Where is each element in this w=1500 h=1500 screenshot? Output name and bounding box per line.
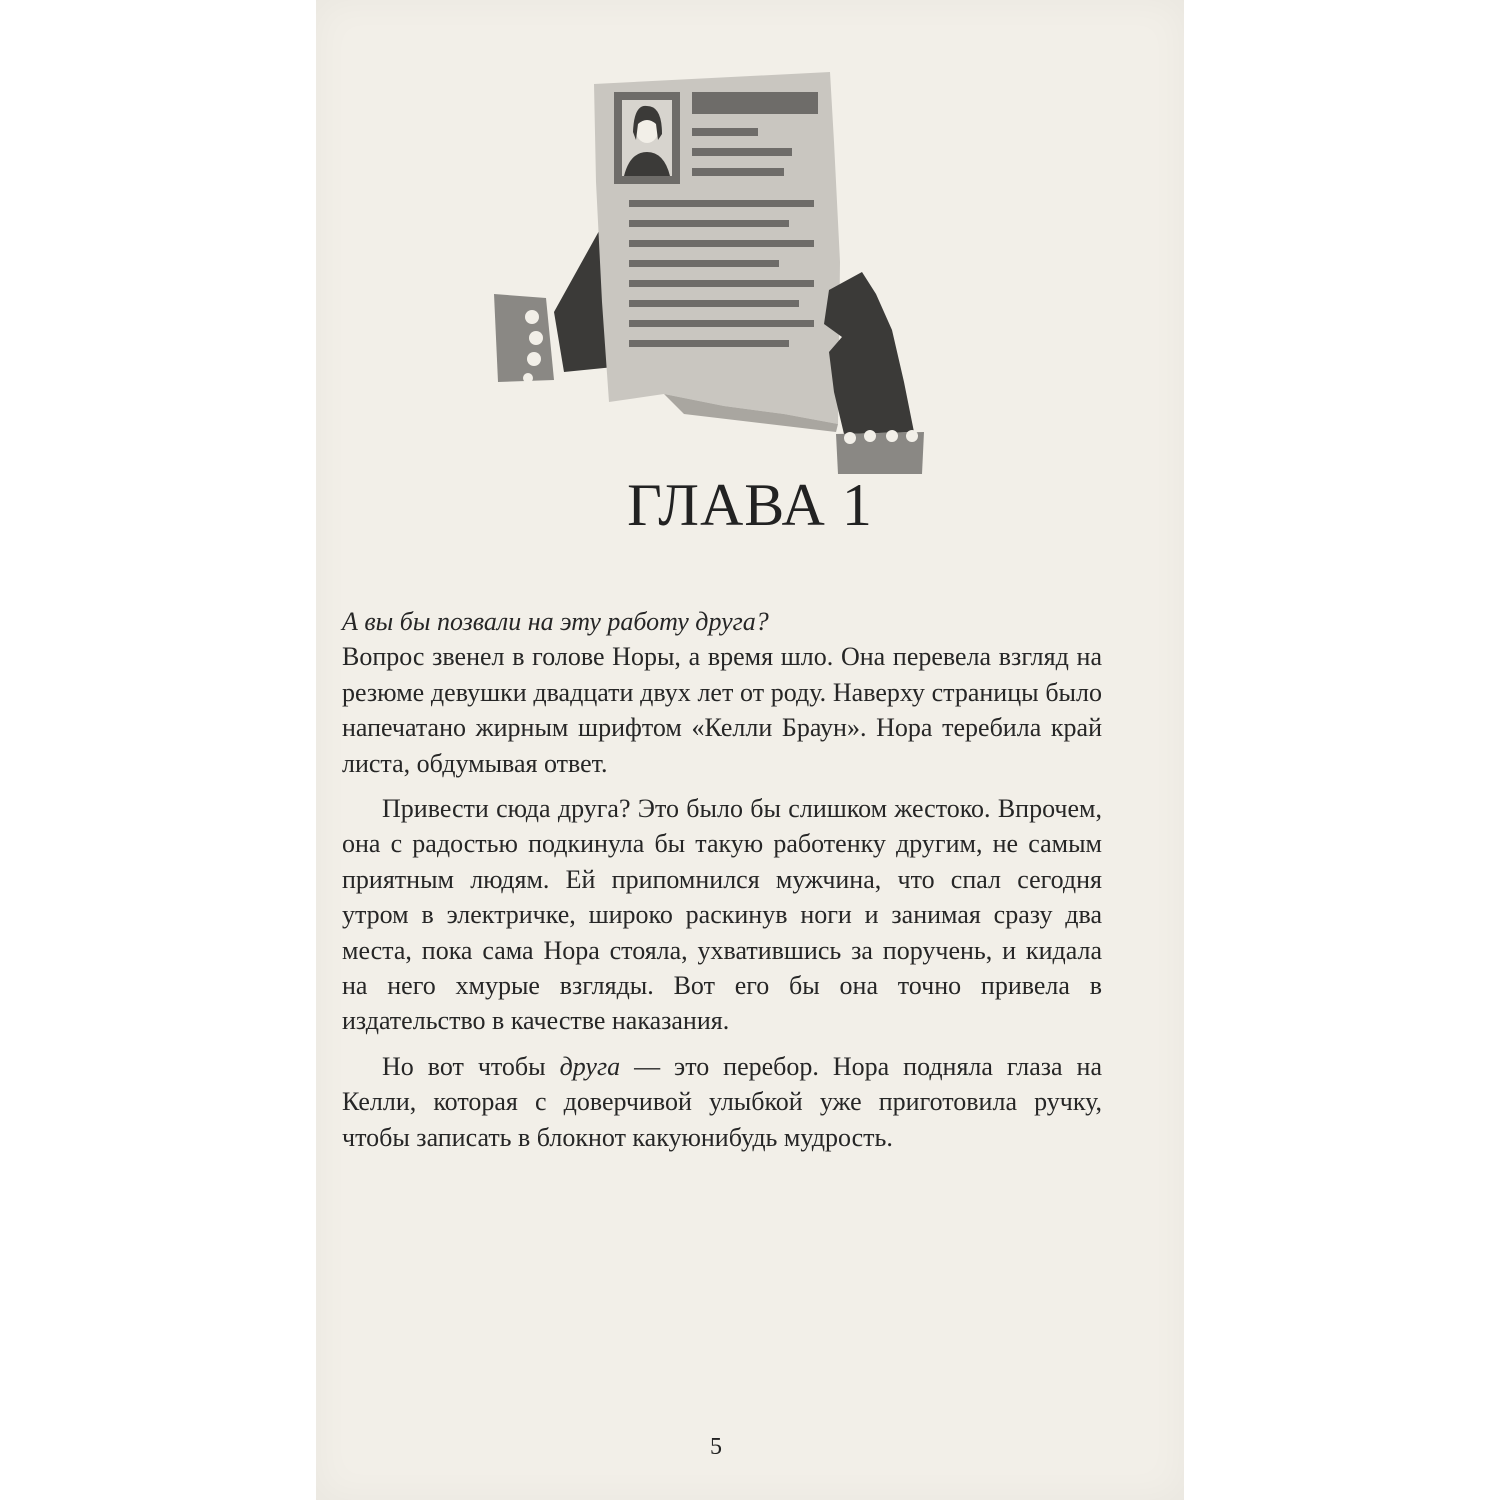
resume-line — [692, 168, 784, 176]
resume-line — [629, 280, 814, 287]
resume-line — [629, 340, 789, 347]
resume-line — [629, 220, 789, 227]
epigraph: А вы бы позвали на эту работу друга? — [342, 607, 769, 636]
page-number: 5 — [710, 1434, 722, 1460]
resume-line — [692, 92, 818, 114]
resume-line — [629, 200, 814, 207]
resume-in-hands-illustration — [484, 62, 964, 482]
resume-line — [629, 300, 799, 307]
chapter-body — [342, 604, 1102, 1155]
resume-line — [692, 128, 758, 136]
resume-line — [629, 240, 814, 247]
resume-illustration-svg — [484, 62, 964, 482]
resume-line — [692, 148, 792, 156]
paragraph — [342, 1049, 1102, 1155]
paragraph: Привести сюда друга? Это было бы слишком жестоко. Впрочем, она с радостью подкинула бы такую работенку другим, не самым приятным людям. Ей припомнился мужчина, что спал сегодня утром в электричке, широко раскинув ноги и занимая сразу два места, пока сама Нора стояла, ухватившись за поручень, и кидала на него хмурые взгляды. Вот его бы она точно привела в издательство в качестве наказания. — [342, 794, 1102, 1036]
italic-emphasis: друга — [559, 1051, 621, 1081]
resume-line — [629, 260, 779, 267]
paragraph: Вопрос звенел в голове Норы, а время шло. Она перевела взгляд на резюме девушки двадцати двух лет от роду. Наверху страницы было напечатано жирным шрифтом «Келли Браун». Нора теребила край листа, обдумывая ответ. — [342, 642, 1102, 778]
chapter-title: ГЛАВА 1 — [627, 472, 873, 538]
book-page — [316, 0, 1184, 1500]
paragraph-text: — это перебор. Нора подняла глаза на Келли, которая с доверчивой улыбкой уже приготовила ручку, чтобы записать в блокнот какуюнибудь мудрость. — [342, 1051, 1102, 1152]
resume-line — [629, 320, 814, 327]
paragraph-text: Но вот чтобы — [382, 1051, 560, 1081]
left-cuff-shape — [494, 294, 554, 382]
